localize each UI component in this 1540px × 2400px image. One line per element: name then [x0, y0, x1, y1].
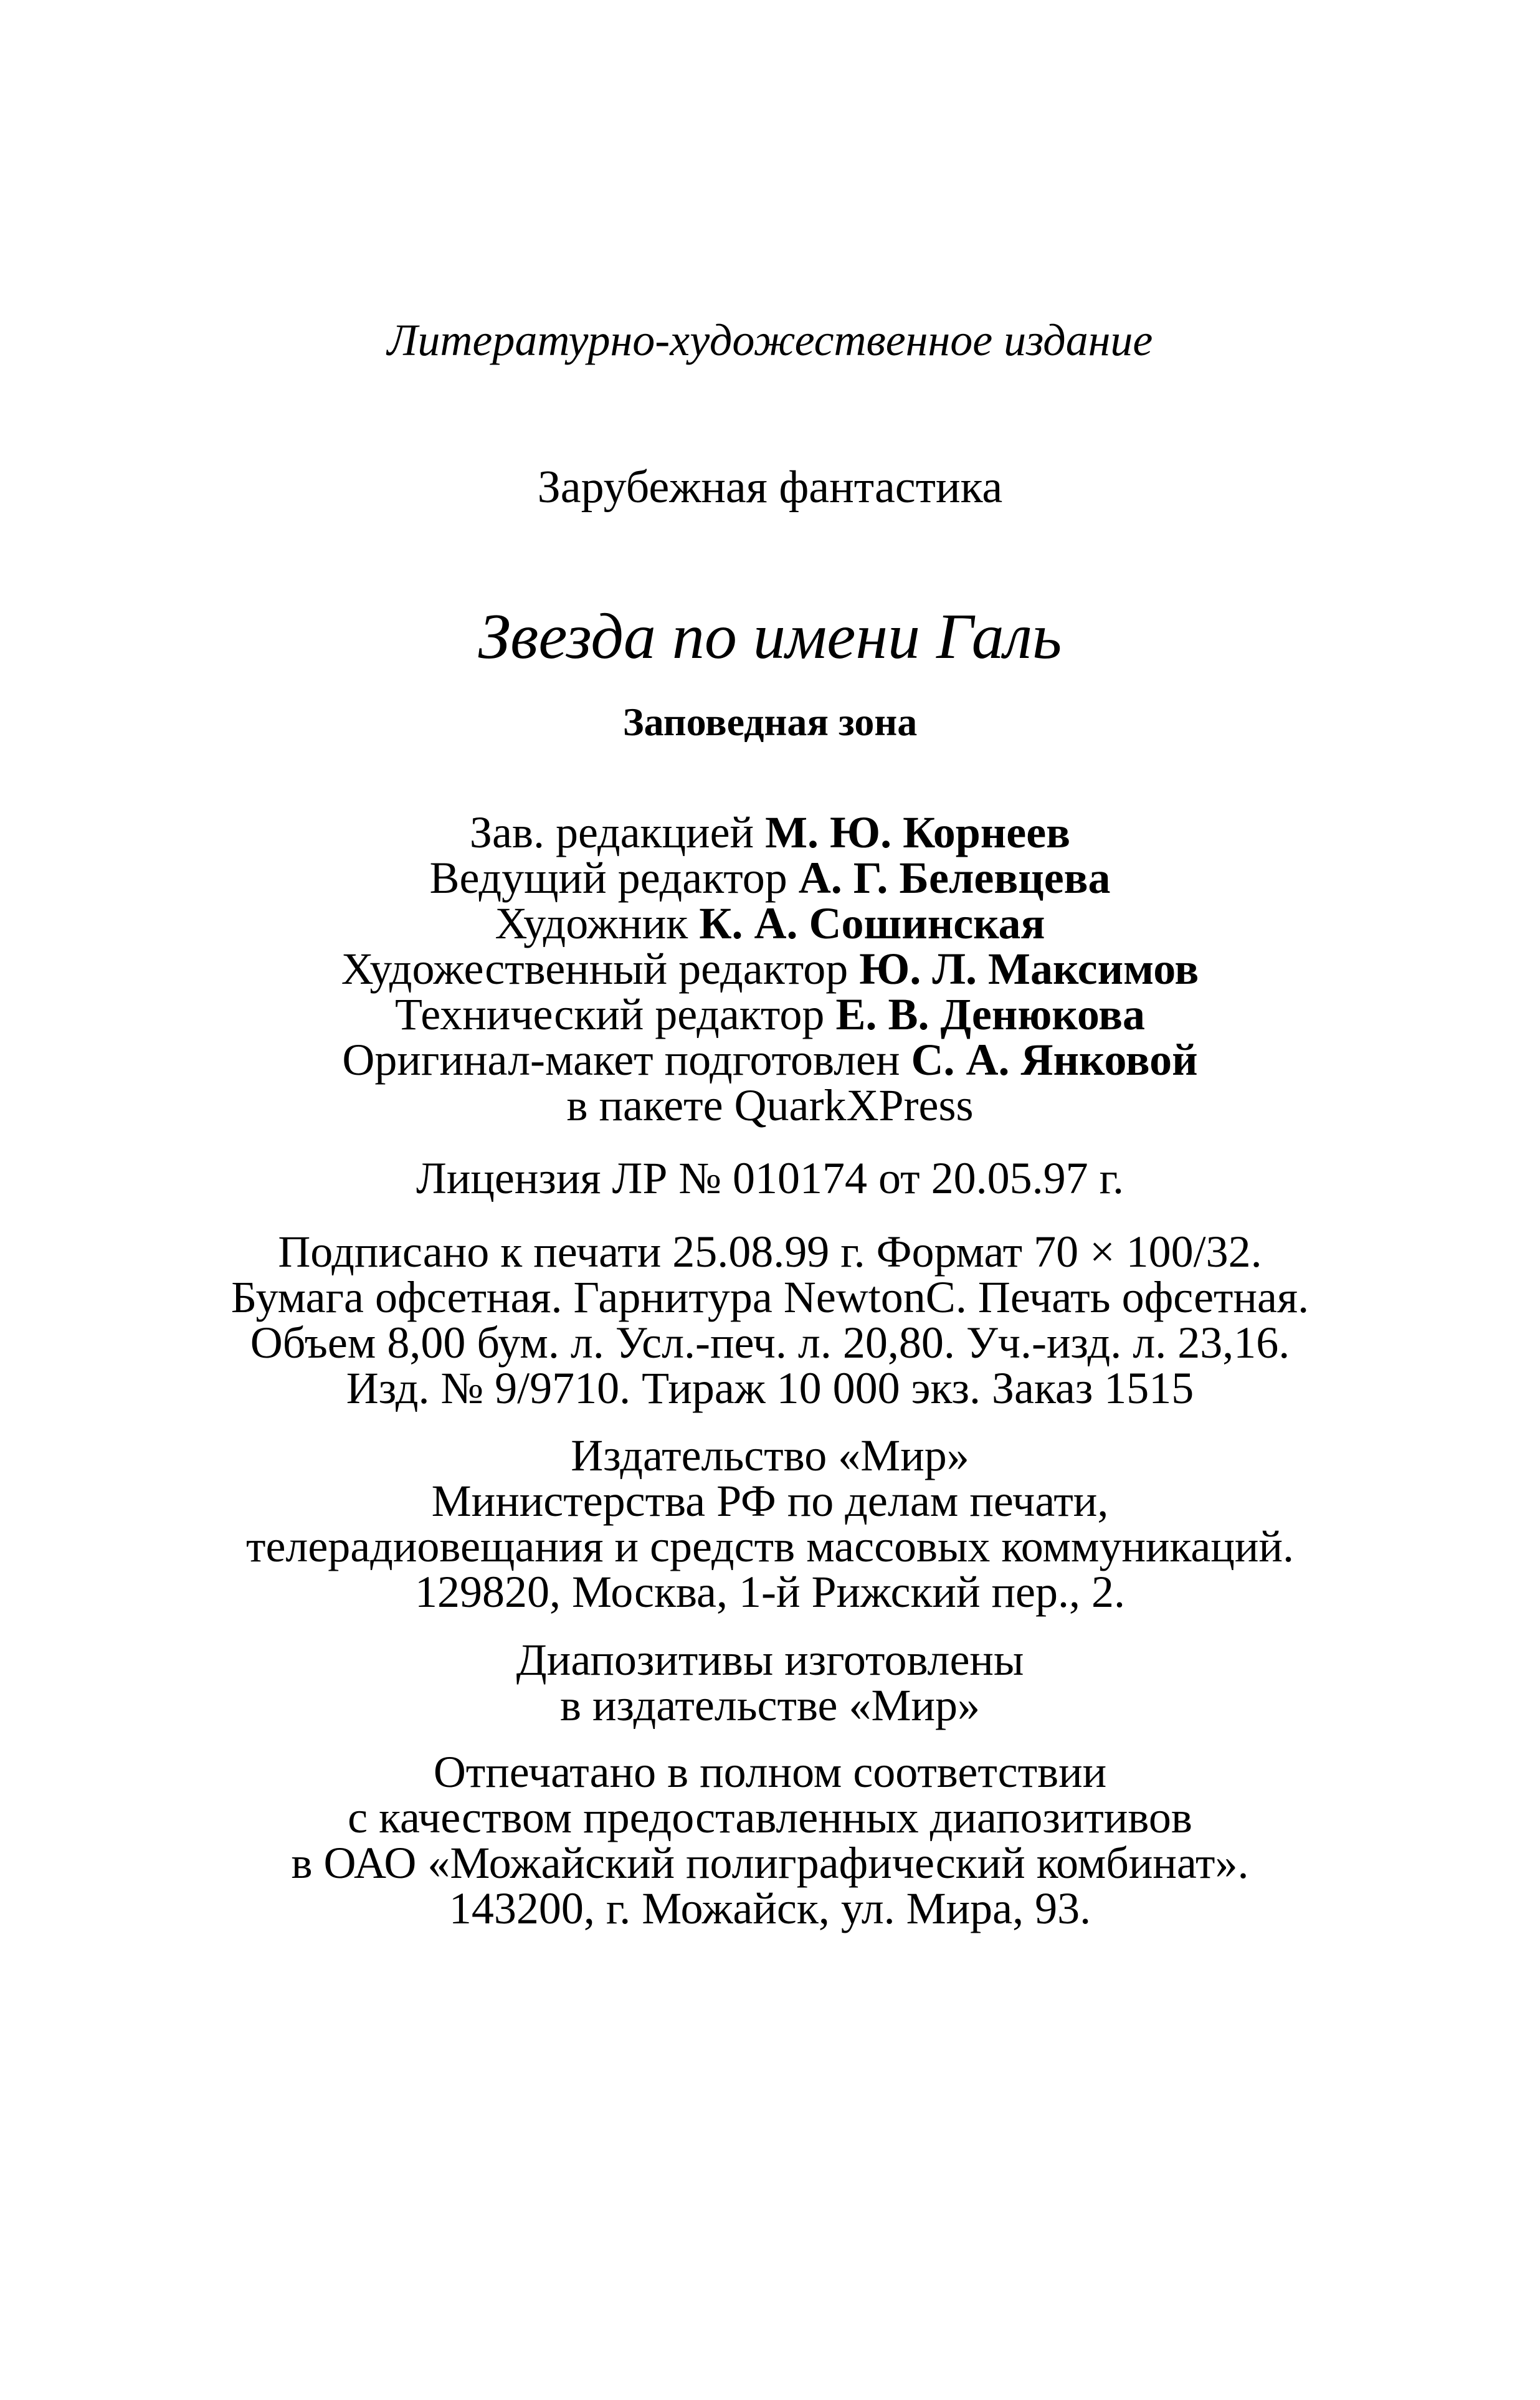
- print-details-line: Объем 8,00 бум. л. Усл.-печ. л. 20,80. Уч.-изд. л. 23,16.: [250, 1318, 1290, 1368]
- slides-line: Диапозитивы изготовлены: [516, 1635, 1024, 1685]
- credit-line: [0, 989, 1540, 1039]
- print-details-line: Бумага офсетная. Гарнитура NewtonC. Печать офсетная.: [231, 1272, 1309, 1322]
- publisher-address: 129820, Москва, 1-й Рижский пер., 2.: [415, 1567, 1125, 1617]
- credit-role: Ведущий редактор: [429, 853, 787, 903]
- printer-line: с качеством предоставленных диапозитивов: [348, 1793, 1192, 1842]
- credit-name: А. Г. Белевцева: [798, 853, 1111, 903]
- credit-line: [0, 853, 1540, 903]
- printer-address: 143200, г. Можайск, ул. Мира, 93.: [449, 1883, 1091, 1933]
- credit-line: [0, 807, 1540, 857]
- book-title: Звезда по имени Галь: [478, 601, 1062, 672]
- slides-line: в издательстве «Мир»: [559, 1680, 981, 1730]
- credit-role: Технический редактор: [395, 989, 825, 1039]
- credit-name: С. А. Янковой: [911, 1035, 1198, 1085]
- credit-name: Е. В. Денюкова: [835, 989, 1145, 1039]
- printer-line: Отпечатано в полном соответствии: [433, 1747, 1107, 1797]
- license-line: Лицензия ЛР № 010174 от 20.05.97 г.: [416, 1153, 1124, 1203]
- credit-name: Ю. Л. Максимов: [859, 944, 1199, 994]
- layout-package: в пакете QuarkXPress: [566, 1080, 974, 1130]
- credit-role: Зав. редакцией: [469, 807, 754, 857]
- credit-name: К. А. Сошинская: [699, 898, 1045, 948]
- credit-line: [0, 898, 1540, 948]
- edition-type: Литературно-художественное издание: [387, 315, 1153, 365]
- print-details-line: Подписано к печати 25.08.99 г. Формат 70 × 100/32.: [278, 1227, 1262, 1277]
- book-subtitle: Заповедная зона: [622, 700, 918, 744]
- credit-name: М. Ю. Корнеев: [765, 807, 1071, 857]
- series-name: Зарубежная фантастика: [537, 462, 1003, 513]
- publisher-line: телерадиовещания и средств массовых коммуникаций.: [246, 1521, 1294, 1571]
- credit-role: Оригинал-макет подготовлен: [342, 1035, 900, 1085]
- publisher-line: Издательство «Мир»: [571, 1431, 969, 1480]
- print-details-line: Изд. № 9/9710. Тираж 10 000 экз. Заказ 1515: [346, 1363, 1194, 1413]
- credit-line: [0, 944, 1540, 994]
- printer-line: в ОАО «Можайский полиграфический комбинат».: [291, 1838, 1249, 1888]
- publisher-line: Министерства РФ по делам печати,: [431, 1476, 1109, 1526]
- credit-line: [0, 1035, 1540, 1085]
- credit-role: Художественный редактор: [341, 944, 848, 994]
- credit-role: Художник: [495, 898, 688, 948]
